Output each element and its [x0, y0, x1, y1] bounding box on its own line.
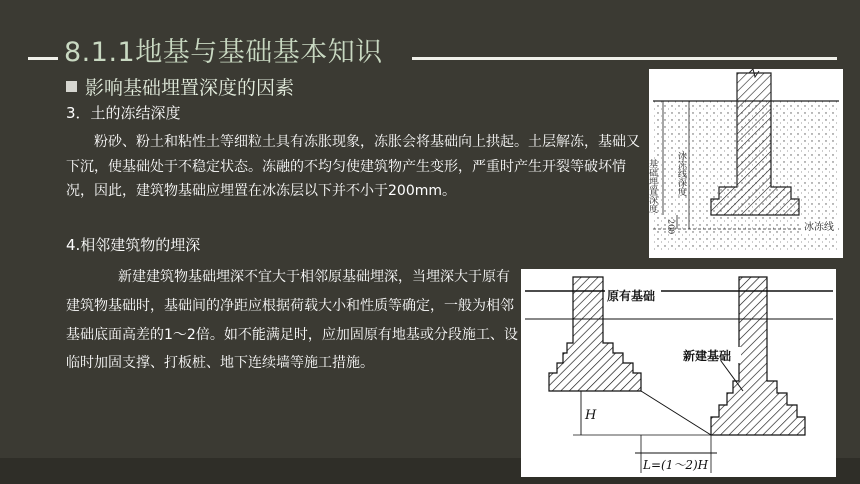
- new-label: 新建基础: [683, 349, 732, 363]
- square-bullet-icon: [66, 81, 77, 92]
- frost-line-label: 冰冻线: [804, 222, 834, 233]
- frost-depth-diagram: [649, 69, 843, 258]
- adjacent-foundation-diagram: [521, 269, 836, 477]
- title-rule-right: [412, 57, 837, 60]
- subheading-text: 影响基础埋置深度的因素: [85, 77, 295, 99]
- distance-label: L=(1～2)H: [643, 458, 709, 472]
- subheading: [66, 73, 294, 100]
- section4-paragraph: 新建建筑物基础埋深不宜大于相邻原基础埋深，当埋深大于原有建筑物基础时，基础间的净距应根据荷载大小和性质等确定，一般为相邻基础底面高差的1～2倍。如不能满足时，应加固原有地基或分段施工、设临时加固支撑、打板桩、地下连续墙等施工措施。: [66, 269, 518, 372]
- existing-label: 原有基础: [607, 289, 656, 303]
- frost-depth-figure: [649, 69, 843, 258]
- page-title: 8.1.1地基与基础基本知识: [64, 37, 383, 68]
- adjacent-foundation-figure: [521, 269, 836, 477]
- frost-depth-label: 冰冻线深度: [676, 151, 686, 196]
- section3-paragraph: 粉砂、粉土和粘性土等细粒土具有冻胀现象，冻胀会将基础向上拱起。土层解冻，基础又下沉，使基础处于不稳定状态。冻融的不均匀使建筑物产生变形，严重时产生开裂等破坏情况，因此，建筑物基础应埋置在冰冻层以下并不小于200mm。: [66, 134, 640, 199]
- slope-line: [641, 391, 711, 435]
- section4-heading: 4.相邻建筑物的埋深: [66, 236, 201, 254]
- section3-heading: 3．土的冻结深度: [66, 104, 181, 122]
- height-label: H: [585, 408, 597, 423]
- depth-label: 基础埋置深度: [647, 159, 657, 213]
- gap-label: 200: [666, 219, 676, 235]
- title-rule-left: [28, 57, 58, 60]
